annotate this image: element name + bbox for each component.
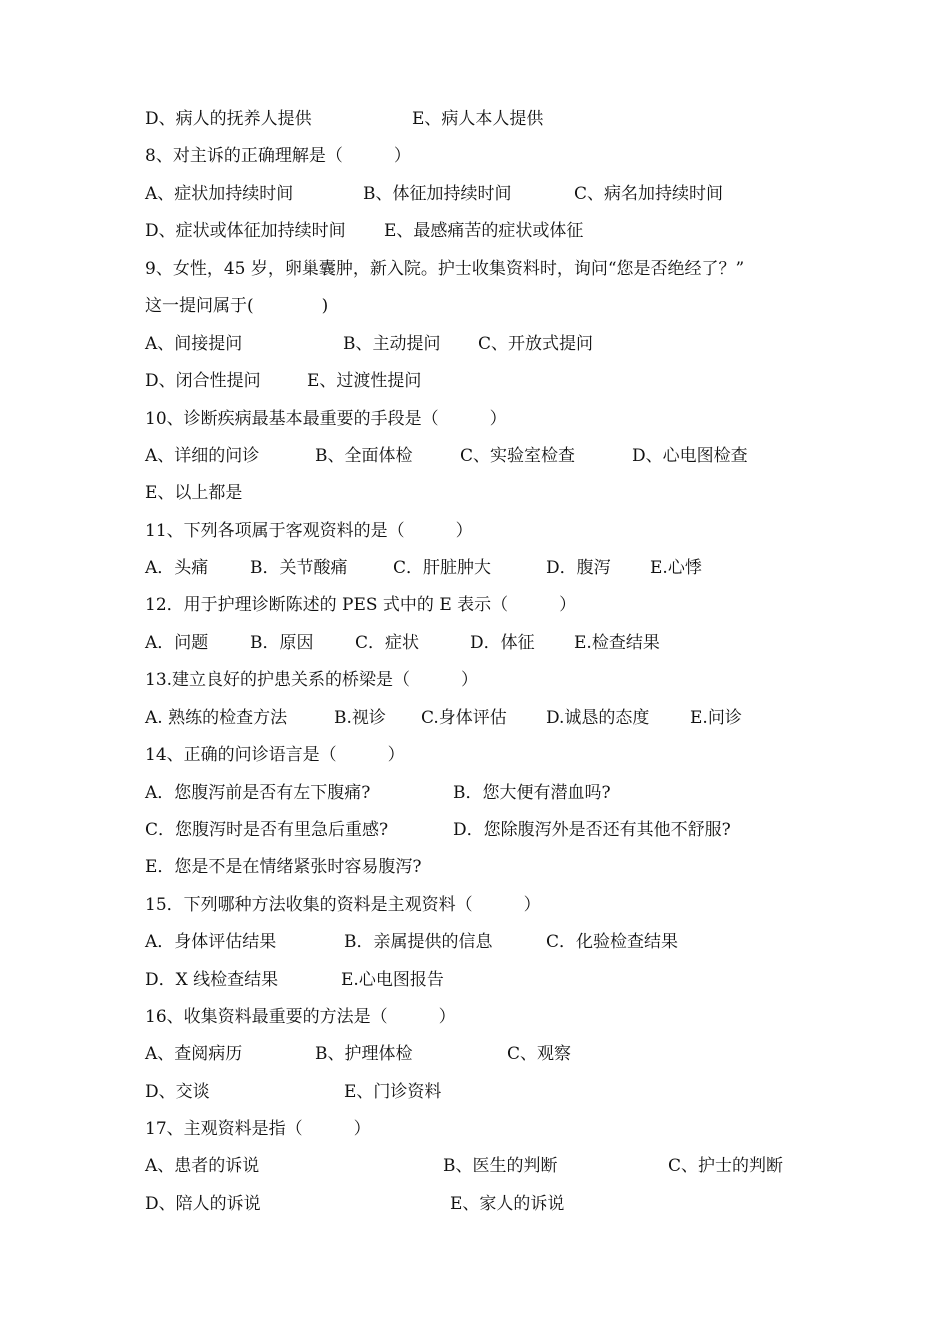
answer-option: B．原因 [250, 633, 314, 653]
answer-option: D、陪人的诉说 [145, 1194, 261, 1214]
answer-option: D、症状或体征加持续时间 [145, 221, 346, 241]
options-line [0, 927, 950, 957]
answer-option: C、护士的判断 [668, 1156, 784, 1176]
options-line [0, 965, 950, 995]
answer-option: A、详细的问诊 [145, 446, 260, 466]
question-text: 15．下列哪种方法收集的资料是主观资料（ ） [145, 895, 541, 915]
question-text: 17、主观资料是指（ ） [145, 1119, 371, 1139]
options-line [0, 1077, 950, 1107]
answer-option: D．体征 [470, 633, 535, 653]
options-line [0, 1189, 950, 1219]
question-text: 9、女性，45 岁，卵巢囊肿，新入院。护士收集资料时，询问“您是否绝经了？” [145, 259, 745, 279]
answer-option: E、病人本人提供 [412, 109, 544, 129]
answer-option: E、最感痛苦的症状或体征 [384, 221, 584, 241]
answer-option: D、闭合性提问 [145, 371, 261, 391]
answer-option: D、心电图检查 [632, 446, 748, 466]
question-line [0, 890, 950, 920]
options-line [0, 329, 950, 359]
answer-option: C．化验检查结果 [546, 932, 679, 952]
question-text: 13.建立良好的护患关系的桥梁是（ ） [145, 670, 479, 690]
answer-option: E、家人的诉说 [450, 1194, 565, 1214]
answer-option: C．肝脏肿大 [393, 558, 492, 578]
answer-option: E．您是不是在情绪紧张时容易腹泻? [145, 857, 422, 877]
answer-option: D．腹泻 [546, 558, 611, 578]
question-line [0, 665, 950, 695]
options-line [0, 1039, 950, 1069]
question-line [0, 404, 950, 434]
answer-option: C、实验室检查 [460, 446, 576, 466]
answer-option: C、开放式提问 [478, 334, 594, 354]
question-text: 16、收集资料最重要的方法是（ ） [145, 1007, 456, 1027]
options-line [0, 179, 950, 209]
answer-option: A、症状加持续时间 [145, 184, 294, 204]
options-line [0, 478, 950, 508]
answer-option: B、主动提问 [343, 334, 441, 354]
answer-option: D、病人的抚养人提供 [145, 109, 312, 129]
answer-option: D.诚恳的态度 [546, 708, 650, 728]
question-line [0, 740, 950, 770]
answer-option: D、交谈 [145, 1082, 210, 1102]
answer-option: A、间接提问 [145, 334, 243, 354]
options-line [0, 553, 950, 583]
answer-option: A、患者的诉说 [145, 1156, 260, 1176]
options-line [0, 778, 950, 808]
options-line [0, 815, 950, 845]
answer-option: D．您除腹泻外是否还有其他不舒服? [453, 820, 731, 840]
question-text: 12．用于护理诊断陈述的 PES 式中的 E 表示（ ） [145, 595, 577, 615]
question-line [0, 141, 950, 171]
question-line [0, 1002, 950, 1032]
answer-option: B．关节酸痛 [250, 558, 348, 578]
answer-option: A、查阅病历 [145, 1044, 243, 1064]
answer-option: C、病名加持续时间 [574, 184, 724, 204]
question-line [0, 516, 950, 546]
options-line [0, 852, 950, 882]
answer-option: C．症状 [355, 633, 420, 653]
options-line [0, 703, 950, 733]
answer-option: C.身体评估 [421, 708, 507, 728]
answer-option: E.检查结果 [574, 633, 660, 653]
answer-option: E、门诊资料 [344, 1082, 442, 1102]
options-line [0, 216, 950, 246]
answer-option: E、以上都是 [145, 483, 243, 503]
question-line [0, 291, 950, 321]
answer-option: A．问题 [145, 633, 209, 653]
answer-option: A. 熟练的检查方法 [145, 708, 288, 728]
options-line [0, 366, 950, 396]
question-text: 8、对主诉的正确理解是（ ） [145, 146, 411, 166]
question-text: 11、下列各项属于客观资料的是（ ） [145, 521, 473, 541]
question-line [0, 1114, 950, 1144]
answer-option: E.心电图报告 [341, 970, 444, 990]
answer-option: B、体征加持续时间 [363, 184, 512, 204]
options-line [0, 628, 950, 658]
question-text: 10、诊断疾病最基本最重要的手段是（ ） [145, 409, 507, 429]
answer-option: B．亲属提供的信息 [344, 932, 493, 952]
answer-option: C．您腹泻时是否有里急后重感? [145, 820, 389, 840]
answer-option: B、全面体检 [315, 446, 413, 466]
options-line [0, 104, 950, 134]
answer-option: B、医生的判断 [443, 1156, 558, 1176]
answer-option: B．您大便有潜血吗? [453, 783, 611, 803]
question-line [0, 590, 950, 620]
answer-option: A．身体评估结果 [145, 932, 277, 952]
question-text: 这一提问属于( ) [145, 296, 329, 316]
question-line [0, 254, 950, 284]
answer-option: A．您腹泻前是否有左下腹痛? [145, 783, 371, 803]
options-line [0, 1151, 950, 1181]
answer-option: E.心悸 [650, 558, 702, 578]
answer-option: B.视诊 [334, 708, 386, 728]
answer-option: E.问诊 [690, 708, 742, 728]
answer-option: E、过渡性提问 [307, 371, 422, 391]
answer-option: C、观察 [507, 1044, 572, 1064]
question-text: 14、正确的问诊语言是（ ） [145, 745, 405, 765]
answer-option: B、护理体检 [315, 1044, 413, 1064]
answer-option: A．头痛 [145, 558, 209, 578]
options-line [0, 441, 950, 471]
answer-option: D．X 线检查结果 [145, 970, 279, 990]
